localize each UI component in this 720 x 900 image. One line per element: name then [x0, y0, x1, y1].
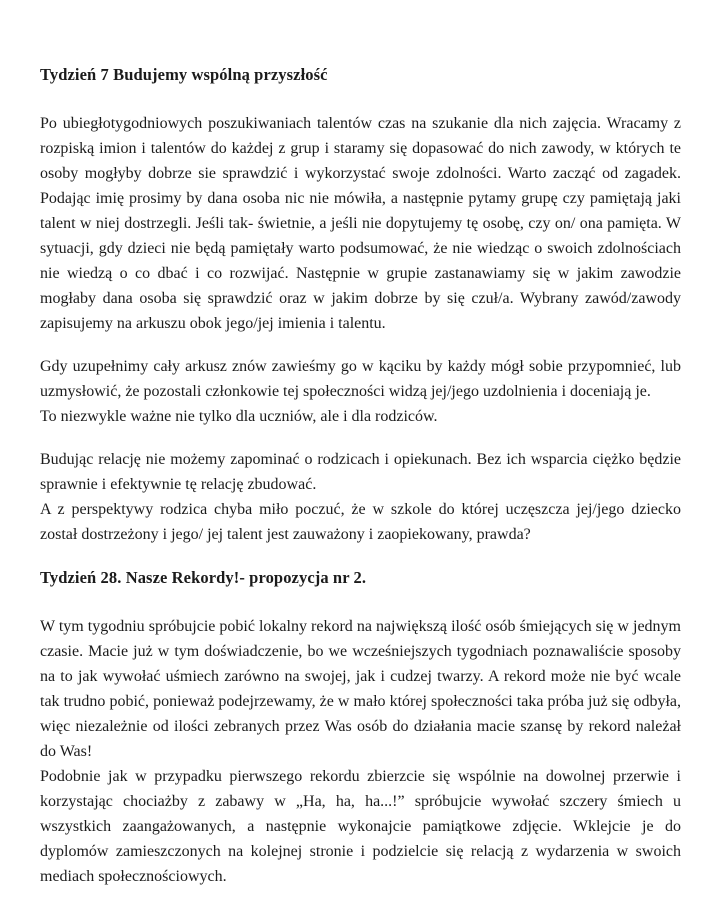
document-body	[40, 62, 681, 889]
paragraph-text: A z perspektywy rodzica chyba miło poczuć, że w szkole do której uczęszcza jej/jego dziecko został dostrzeżony i jego/ jej talent jest zauważony i zaopiekowany, prawda?	[40, 501, 681, 543]
section-heading: Tydzień 28. Nasze Rekordy!- propozycja nr 2.	[40, 568, 367, 587]
document-section	[40, 565, 681, 889]
paragraph-block	[40, 614, 681, 889]
paragraph-block	[40, 111, 681, 336]
section-heading: Tydzień 7 Budujemy wspólną przyszłość	[40, 65, 328, 84]
paragraph-text: Po ubiegłotygodniowych poszukiwaniach talentów czas na szukanie dla nich zajęcia. Wracamy z rozpiską imion i talentów do każdej z grup i staramy się dopasować do nich zawody, w których te osoby mogłyby dobrze sie sprawdzić i wykorzystać swoje zdolności. Warto zacząć od zagadek. Podając imię prosimy by dana osoba nic nie mówiła, a następnie pytamy grupę czy pamiętają jaki talent w niej dostrzegli. Jeśli tak- świetnie, a jeśli nie dopytujemy tę osobę, czy on/ ona pamięta. W sytuacji, gdy dzieci nie będą pamiętały warto podsumować, że nie wiedząc o swoich zdolnościach nie wiedzą o co dbać i co rozwijać. Następnie w grupie zastanawiamy się w jakim zawodzie mogłaby dana osoba się sprawdzić oraz w jakim dobrze by się czuł/a. Wybrany zawód/zawody zapisujemy na arkuszu obok jego/jej imienia i talentu.	[40, 115, 681, 332]
document-section	[40, 62, 681, 547]
paragraph-text: W tym tygodniu spróbujcie pobić lokalny rekord na największą ilość osób śmiejących się w jednym czasie. Macie już w tym doświadczenie, bo we wcześniejszych tygodniach poznawaliście sposoby na to jak wywołać uśmiech zarówno na swojej, jak i cudzej twarzy. A rekord może nie być wcale tak trudno pobić, ponieważ podejrzewamy, że w mało której społeczności taka próba już się odbyła, więc niezależnie od ilości zebranych przez Was osób do działania macie szansę by rekord należał do Was!	[40, 618, 681, 760]
paragraph-text: Podobnie jak w przypadku pierwszego rekordu zbierzcie się wspólnie na dowolnej przerwie i korzystając chociażby z zabawy w „Ha, ha, ha...!” spróbujcie wywołać szczery śmiech u wszystkich zaangażowanych, a następnie wykonajcie pamiątkowe zdjęcie. Wklejcie je do dyplomów zamieszczonych na kolejnej stronie i podzielcie się relacją z wydarzenia w swoich mediach społecznościowych.	[40, 768, 681, 885]
paragraph-block	[40, 354, 681, 429]
paragraph-text: Budując relację nie możemy zapominać o rodzicach i opiekunach. Bez ich wsparcia ciężko będzie sprawnie i efektywnie tę relację zbudować.	[40, 451, 681, 493]
paragraph-block	[40, 447, 681, 547]
paragraph-text: To niezwykle ważne nie tylko dla uczniów, ale i dla rodziców.	[40, 408, 438, 425]
paragraph-text: Gdy uzupełnimy cały arkusz znów zawieśmy go w kąciku by każdy mógł sobie przypomnieć, lub uzmysłowić, że pozostali członkowie tej społeczności widzą jej/jego uzdolnienia i doceniają je.	[40, 358, 681, 400]
